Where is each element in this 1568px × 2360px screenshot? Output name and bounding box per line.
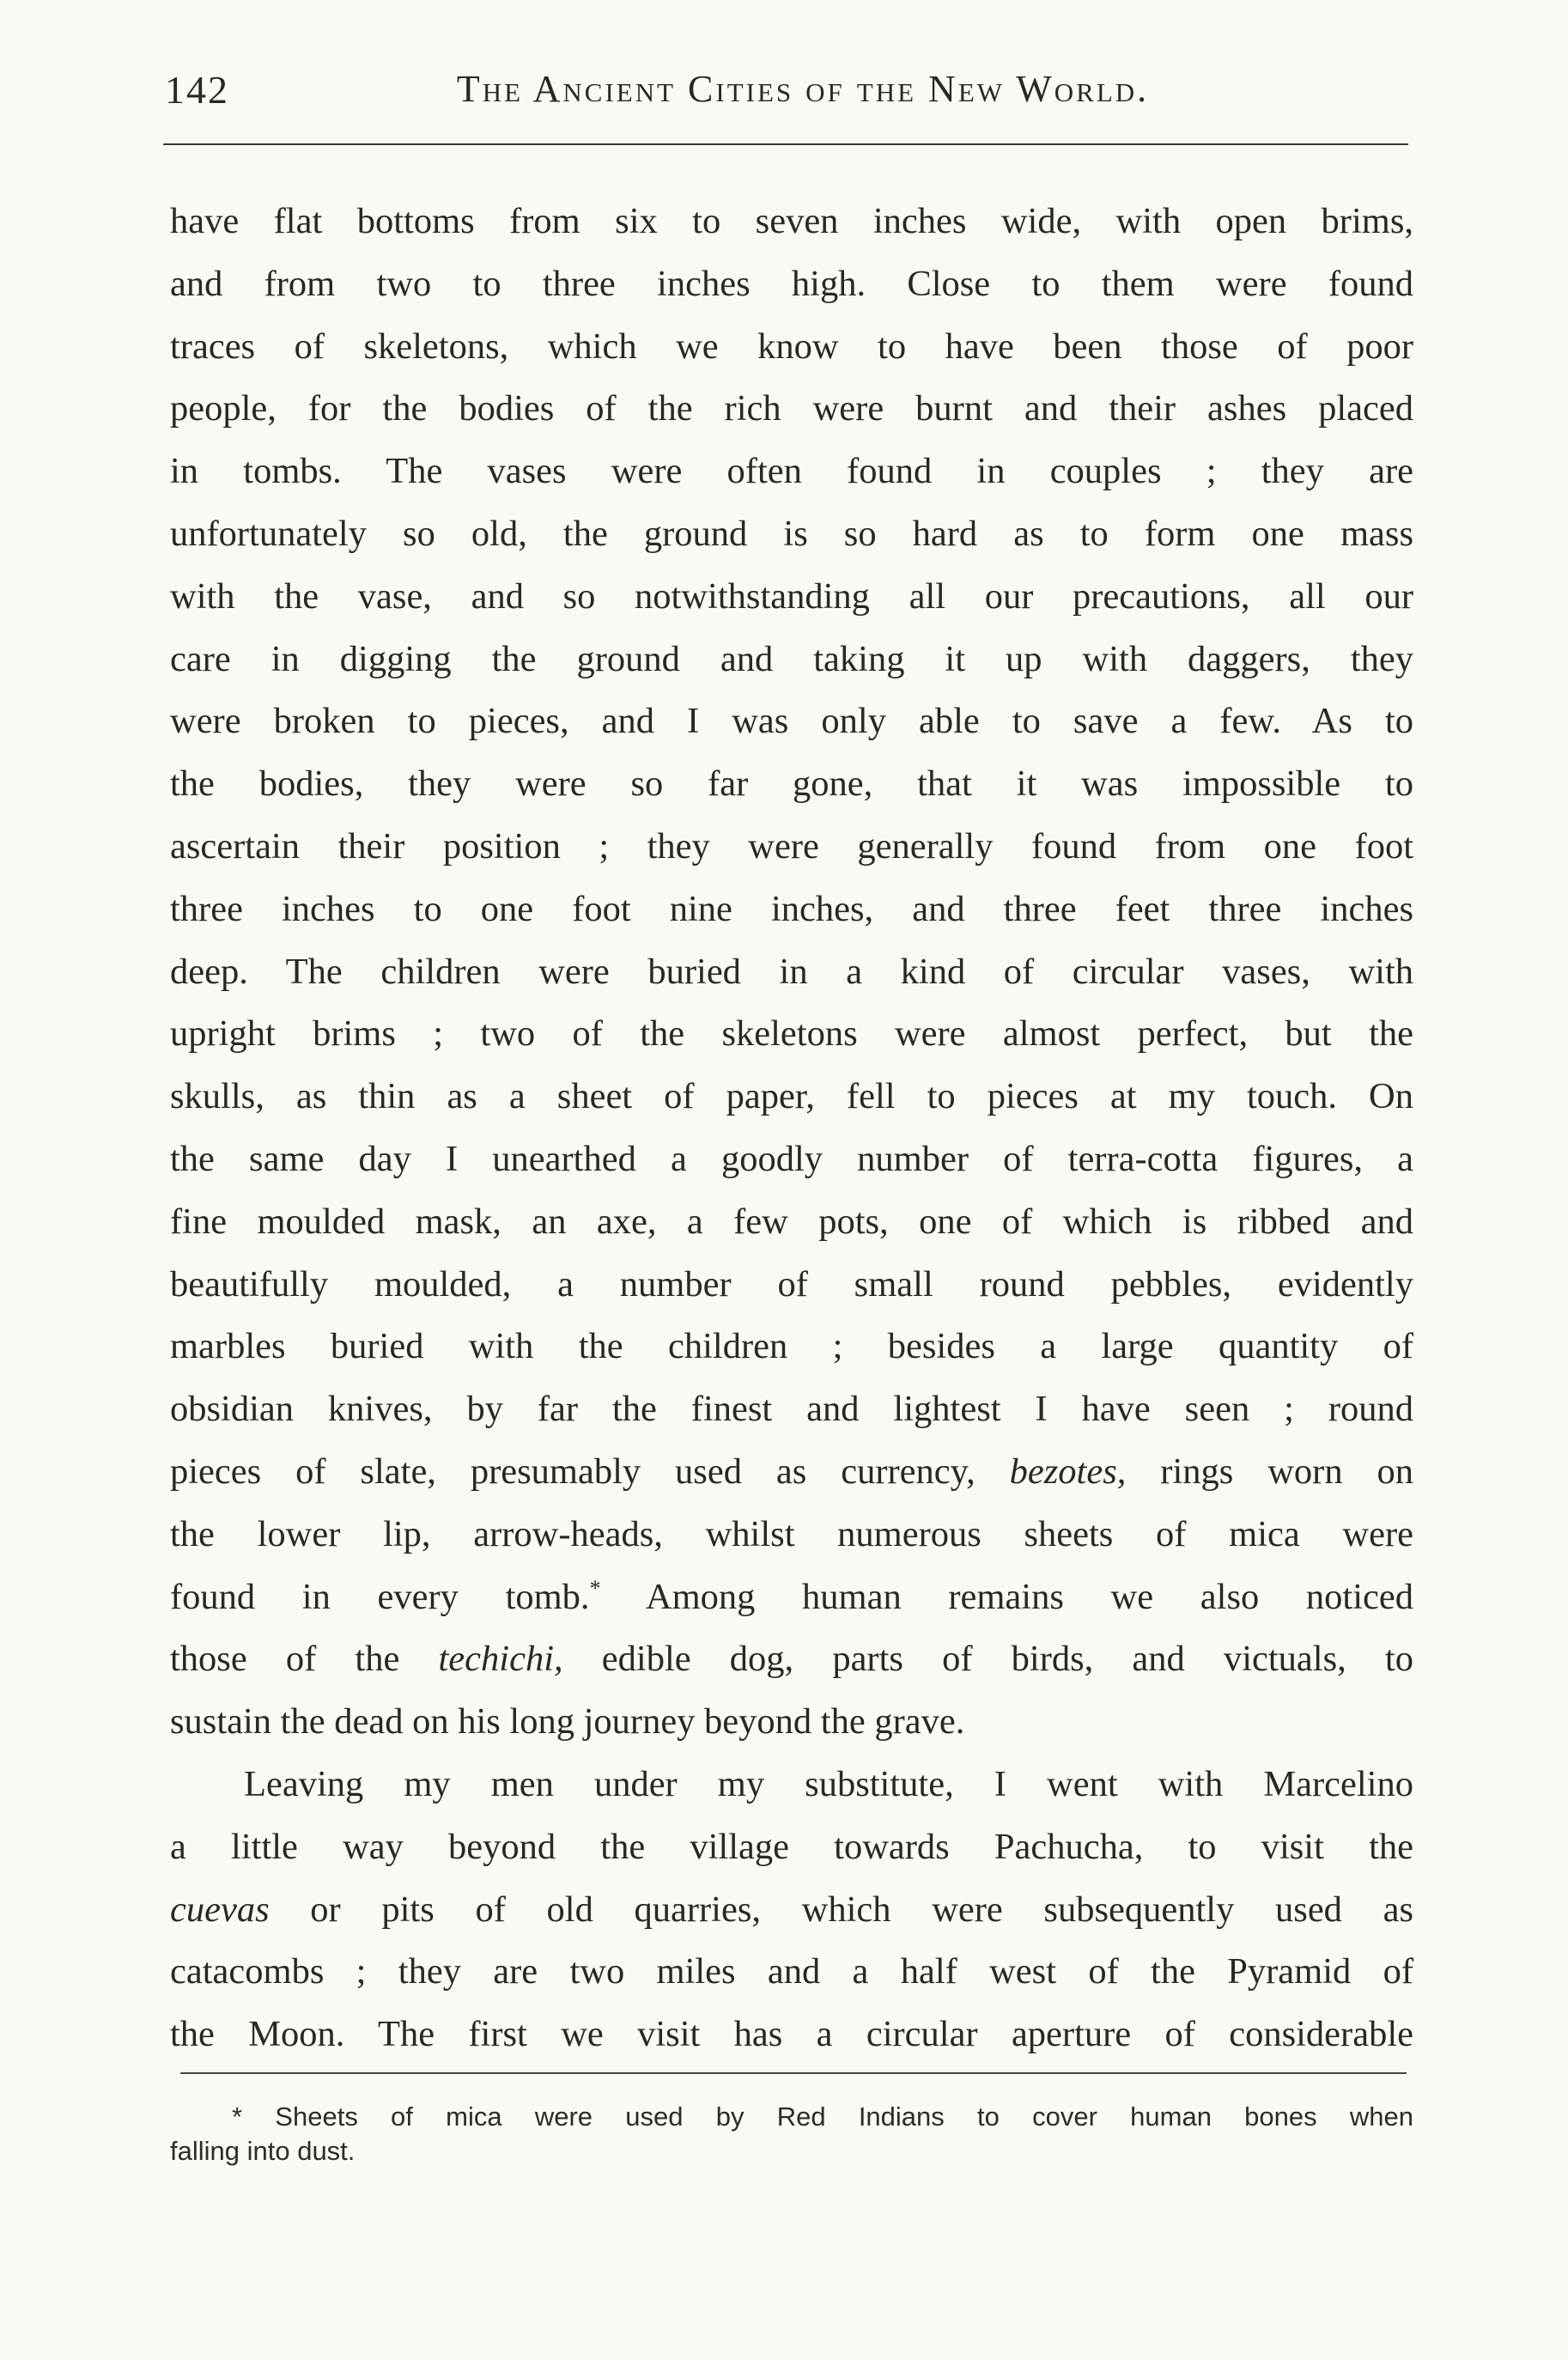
- text-line: catacombs ; they are two miles and a half west of the Pyramid of: [170, 1951, 1413, 1992]
- footnote-divider: [180, 2072, 1407, 2074]
- text-line: have flat bottoms from six to seven inches wide, with open brims,: [170, 201, 1413, 241]
- text-line: in tombs. The vases were often found in couples ; they are: [170, 451, 1413, 492]
- text-line: the bodies, they were so far gone, that it was impossible to: [170, 763, 1413, 805]
- text-line: with the vase, and so notwithstanding all our precautions, all our: [170, 575, 1413, 617]
- italic-term-cuevas: cuevas: [170, 1889, 270, 1930]
- running-title: The Ancient Cities of the New World.: [456, 68, 1150, 110]
- text-line: traces of skeletons, which we know to have been those of poor: [170, 325, 1413, 367]
- text-line: [170, 1566, 1413, 1629]
- text-line: [170, 1441, 1413, 1504]
- text-line: beautifully moulded, a number of small round pebbles, evidently: [170, 1263, 1413, 1305]
- text-line: upright brims ; two of the skeletons were almost perfect, but the: [170, 1013, 1413, 1055]
- text-line: care in digging the ground and taking it up with daggers, they: [170, 638, 1413, 679]
- text-line: the lower lip, arrow-heads, whilst numerous sheets of mica were: [170, 1513, 1413, 1554]
- footnote: [170, 2100, 1413, 2168]
- text-segment: found in every tomb.: [170, 1576, 590, 1617]
- text-segment: Among human remains we also noticed: [600, 1576, 1413, 1617]
- text-segment: pieces of slate, presumably used as currency,: [170, 1451, 1010, 1492]
- header-divider: [163, 143, 1408, 145]
- footnote-line: falling into dust.: [170, 2136, 356, 2166]
- text-line: a little way beyond the village towards Pachucha, to visit the: [170, 1826, 1413, 1867]
- italic-term-techichi: techichi,: [438, 1639, 563, 1680]
- text-line: people, for the bodies of the rich were burnt and their ashes placed: [170, 388, 1413, 429]
- footnote-marker: *: [589, 1575, 601, 1601]
- text-segment: those of the: [170, 1639, 439, 1680]
- text-line: and from two to three inches high. Close to them were found: [170, 263, 1413, 304]
- text-line: Leaving my men under my substitute, I went with Marcelino: [244, 1763, 1413, 1804]
- text-line: three inches to one foot nine inches, and three feet three inches: [170, 888, 1413, 929]
- body-text: [170, 191, 1413, 2066]
- text-segment: or pits of old quarries, which were subsequently used as: [269, 1889, 1413, 1930]
- text-line: the same day I unearthed a goodly number of terra-cotta figures, a: [170, 1138, 1413, 1179]
- italic-term-bezotes: bezotes,: [1009, 1451, 1127, 1492]
- text-line: sustain the dead on his long journey beyond the grave.: [170, 1701, 965, 1743]
- text-line: [170, 1879, 1413, 1942]
- page-number: 142: [165, 68, 229, 112]
- text-line: unfortunately so old, the ground is so hard as to form one mass: [170, 513, 1413, 554]
- text-line: ascertain their position ; they were generally found from one foot: [170, 825, 1413, 867]
- text-line: obsidian knives, by far the finest and lightest I have seen ; round: [170, 1389, 1413, 1430]
- text-line: marbles buried with the children ; besides a large quantity of: [170, 1326, 1413, 1367]
- footnote-line: * Sheets of mica were used by Red Indians to cover human bones when: [232, 2101, 1413, 2132]
- text-line: deep. The children were buried in a kind of circular vases, with: [170, 951, 1413, 992]
- text-segment: edible dog, parts of birds, and victuals, to: [562, 1639, 1413, 1680]
- text-line: the Moon. The first we visit has a circular aperture of considerable: [170, 2014, 1413, 2055]
- text-line: skulls, as thin as a sheet of paper, fell to pieces at my touch. On: [170, 1076, 1413, 1117]
- text-segment: rings worn on: [1126, 1451, 1413, 1492]
- text-line: fine moulded mask, an axe, a few pots, one of which is ribbed and: [170, 1201, 1413, 1242]
- text-line: [170, 1628, 1413, 1691]
- text-line: were broken to pieces, and I was only able to save a few. As to: [170, 701, 1413, 742]
